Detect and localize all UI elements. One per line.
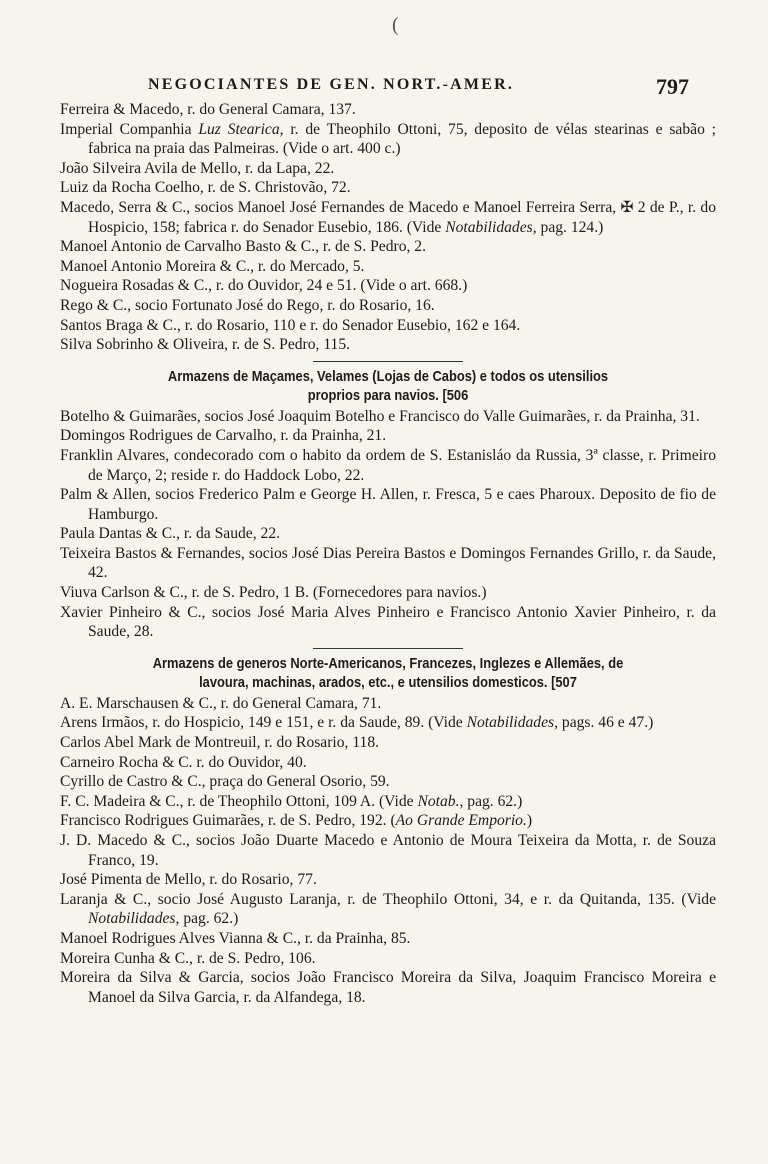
directory-entry: A. E. Marschausen & C., r. do General Camara, 71. — [60, 694, 382, 712]
entry-text-after: , pag. 62.) — [175, 910, 239, 928]
entry-italic-reference: Notab. — [417, 792, 460, 810]
directory-entry: Cyrillo de Castro & C., praça do General Osorio, 59. — [60, 773, 390, 791]
directory-entry: Moreira da Silva & Garcia, socios João Francisco Moreira da Silva, Joaquim Francisco Moreira e Manoel da Silva Garcia, r. da Alfandega, 18. — [60, 969, 716, 1006]
page-header — [0, 72, 768, 102]
directory-entry: Carneiro Rocha & C. r. do Ouvidor, 40. — [60, 753, 307, 771]
directory-entry — [60, 713, 716, 733]
directory-entry: Nogueira Rosadas & C., r. do Ouvidor, 24 e 51. (Vide o art. 668.) — [60, 277, 468, 295]
directory-entry — [60, 792, 716, 812]
directory-entry: Botelho & Guimarães, socios José Joaquim Botelho e Francisco do Valle Guimarães, r. da Prainha, 31. — [60, 407, 700, 425]
directory-entry: Domingos Rodrigues de Carvalho, r. da Prainha, 21. — [60, 427, 387, 445]
directory-entry: Luiz da Rocha Coelho, r. de S. Christovão, 72. — [60, 179, 351, 197]
section-divider — [313, 648, 463, 649]
entry-text: Imperial Companhia — [60, 120, 199, 138]
entry-text: Francisco Rodrigues Guimarães, r. de S. Pedro, 192. ( — [60, 812, 396, 830]
entry-text-after: , pag. 124.) — [532, 218, 604, 236]
section-heading-line2: lavoura, machinas, arados, etc., e utensilios domesticos. [507 — [199, 673, 577, 691]
entry-text: Macedo, Serra & C., socios Manoel José Fernandes de Macedo e Manoel Ferreira Serra, ✠ 2 de P., r. do Hospicio, 158; fabrica r. do Senador Eusebio, 186. (Vide — [60, 198, 716, 236]
entry-text: Laranja & C., socio José Augusto Laranja, r. de Theophilo Ottoni, 34, e r. da Quitanda, 135. (Vide — [60, 890, 716, 908]
entry-text: Arens Irmãos, r. do Hospicio, 149 e 151, e r. da Saude, 89. (Vide — [60, 714, 467, 732]
entry-italic-reference: Notabilidades — [466, 714, 555, 732]
directory-entry: José Pimenta de Mello, r. do Rosario, 77. — [60, 871, 317, 889]
section-heading-line1: Armazens de Maçames, Velames (Lojas de Cabos) e todos os utensilios — [167, 367, 609, 385]
directory-entry: João Silveira Avila de Mello, r. da Lapa, 22. — [60, 159, 335, 177]
directory-entry: Moreira Cunha & C., r. de S. Pedro, 106. — [60, 949, 316, 967]
directory-entry — [60, 198, 716, 237]
directory-entry: Paula Dantas & C., r. da Saude, 22. — [60, 525, 281, 543]
directory-content — [60, 100, 716, 1007]
top-mark: ( — [392, 14, 399, 36]
section-heading — [116, 367, 660, 405]
entry-text-after: , pags. 46 e 47.) — [554, 714, 654, 732]
entry-text: F. C. Madeira & C., r. de Theophilo Ottoni, 109 A. (Vide — [60, 792, 418, 810]
entry-text-after: , r. de Theophilo Ottoni, 75, deposito de vélas stearinas e sabão ; fabrica na praia das Palmeiras. (Vide o art. 400 c.) — [88, 120, 716, 158]
directory-entry: Manoel Antonio de Carvalho Basto & C., r. de S. Pedro, 2. — [60, 238, 426, 256]
directory-entry: Silva Sobrinho & Oliveira, r. de S. Pedro, 115. — [60, 336, 351, 354]
directory-entry: Rego & C., socio Fortunato José do Rego, r. do Rosario, 16. — [60, 296, 435, 314]
entry-italic-reference: Notabilidades — [445, 218, 533, 236]
directory-entry: J. D. Macedo & C., socios João Duarte Macedo e Antonio de Moura Teixeira da Motta, r. de Souza Franco, 19. — [60, 832, 716, 869]
section-heading-line2: proprios para navios. [506 — [307, 386, 469, 404]
section-heading — [116, 654, 660, 692]
running-head: NEGOCIANTES DE GEN. NORT.-AMER. — [148, 76, 515, 93]
directory-entry: Manoel Rodrigues Alves Vianna & C., r. da Prainha, 85. — [60, 929, 411, 947]
page-number: 797 — [656, 74, 689, 99]
directory-entry: Carlos Abel Mark de Montreuil, r. do Rosario, 118. — [60, 734, 380, 752]
section-heading-line1: Armazens de generos Norte-Americanos, Francezes, Inglezes e Allemães, de — [152, 654, 624, 672]
directory-entry: Santos Braga & C., r. do Rosario, 110 e r. do Senador Eusebio, 162 e 164. — [60, 316, 521, 334]
entry-text-after: ) — [526, 812, 533, 830]
directory-entry: Teixeira Bastos & Fernandes, socios José Dias Pereira Bastos e Domingos Fernandes Grillo, r. da Saude, 42. — [60, 544, 716, 582]
directory-entry: Palm & Allen, socios Frederico Palm e George H. Allen, r. Fresca, 5 e caes Pharoux. Deposito de fio de Hamburgo. — [60, 486, 716, 523]
directory-entry — [60, 890, 716, 929]
entry-text-after: , pag. 62.) — [459, 792, 523, 810]
directory-entry — [60, 120, 716, 159]
directory-entry: Ferreira & Macedo, r. do General Camara, 137. — [60, 101, 356, 118]
directory-entry — [60, 811, 716, 831]
entry-italic-reference: Luz Stearica — [198, 120, 280, 138]
directory-entry: Manoel Antonio Moreira & C., r. do Mercado, 5. — [60, 257, 365, 275]
directory-entry: Xavier Pinheiro & C., socios José Maria Alves Pinheiro e Francisco Antonio Xavier Pinheiro, r. da Saude, 28. — [60, 603, 716, 641]
entry-italic-reference: Ao Grande Emporio. — [395, 812, 527, 830]
directory-entry: Viuva Carlson & C., r. de S. Pedro, 1 B. (Fornecedores para navios.) — [60, 584, 487, 602]
entry-italic-reference: Notabilidades — [88, 910, 176, 928]
section-divider — [313, 361, 463, 362]
directory-entry: Franklin Alvares, condecorado com o habito da ordem de S. Estanisláo da Russia, 3ª classe, r. Primeiro de Março, 2; reside r. do Haddock Lobo, 22. — [60, 446, 716, 484]
